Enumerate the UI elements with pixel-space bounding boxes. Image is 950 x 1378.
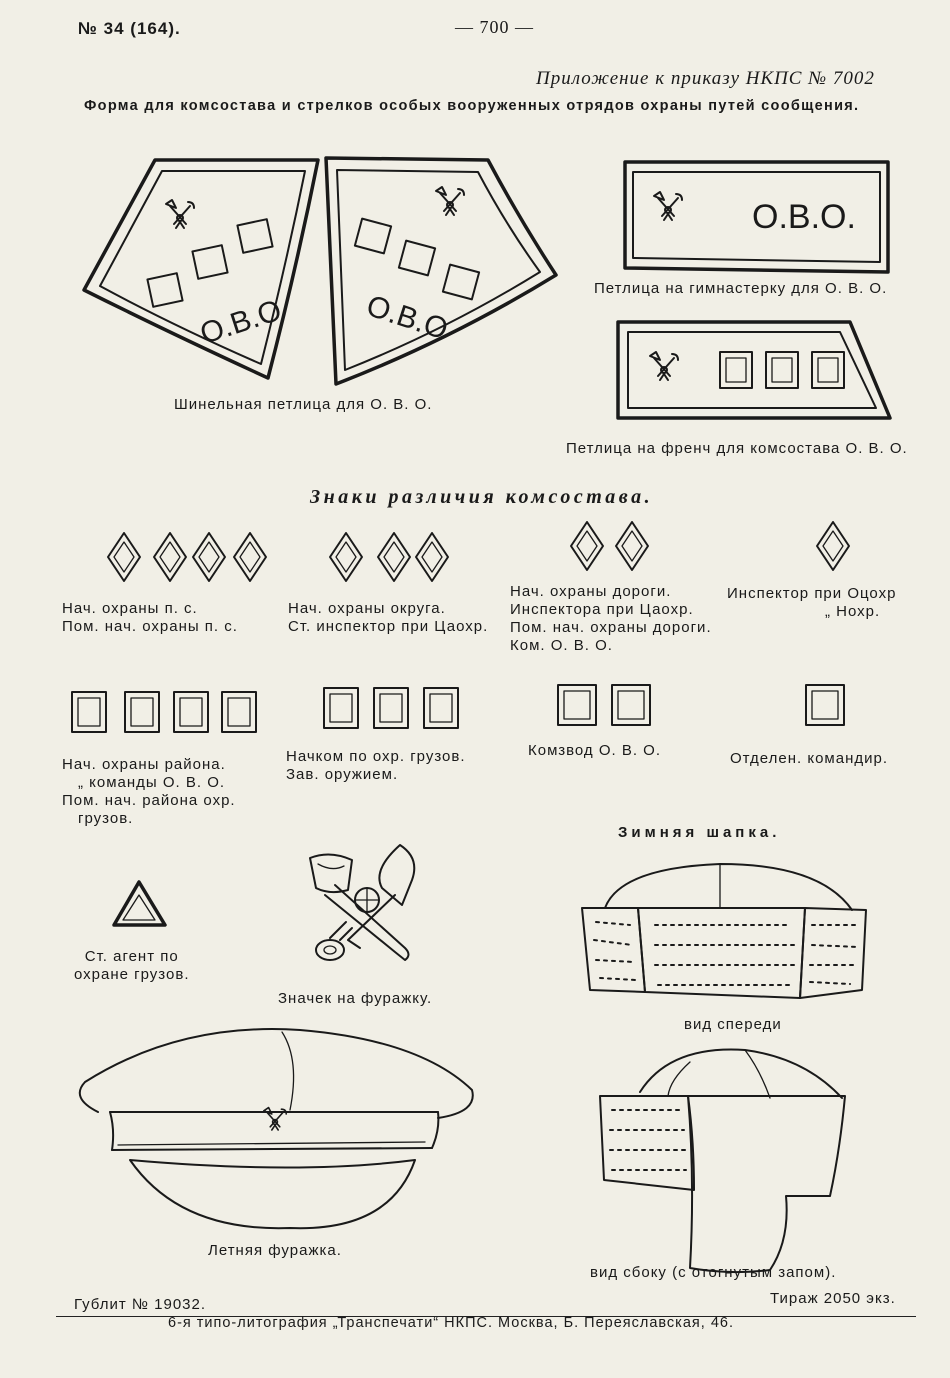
winter-hat-front	[582, 864, 866, 998]
insignia-caption-9: Ст. агент по охране грузов.	[74, 948, 190, 983]
greatcoat-tab-left	[84, 160, 318, 378]
appendix-reference: Приложение к приказу НКПС № 7002	[536, 68, 875, 89]
insignia-caption-8: Отделен. командир.	[730, 750, 889, 767]
ovo-text-gymnastyorka: О.В.О.	[752, 198, 856, 236]
ovo-text-right: О.В.О	[362, 289, 452, 347]
greatcoat-tab-caption: Шинельная петлица для О. В. О.	[174, 396, 433, 413]
insignia-triangle	[114, 882, 165, 925]
winter-hat-side-caption: вид сбоку (с отогнутым запом).	[590, 1264, 837, 1281]
gymnastyorka-tab-caption: Петлица на гимнастерку для О. В. О.	[594, 280, 888, 297]
circulation: Тираж 2050 экз.	[770, 1290, 896, 1307]
winter-hat-title: Зимняя шапка.	[618, 824, 781, 841]
gublit-number: Гублит № 19032.	[74, 1296, 207, 1313]
insignia-caption-5: Нач. охраны района. „ команды О. В. О. Пом. нач. района охр. грузов.	[62, 756, 236, 827]
page-title: Форма для комсостава и стрелков особых вооруженных отрядов охраны путей сообщения.	[84, 98, 860, 114]
insignia-caption-6: Начком по охр. грузов. Зав. оружием.	[286, 748, 466, 783]
cap-badge-illustration	[310, 845, 414, 960]
summer-cap	[80, 1029, 473, 1228]
summer-cap-caption: Летняя фуражка.	[208, 1242, 342, 1259]
insignia-diamonds	[108, 522, 849, 581]
insignia-squares	[72, 685, 844, 732]
page-number: — 700 —	[455, 17, 534, 37]
insignia-caption-1: Нач. охраны п. с. Пом. нач. охраны п. с.	[62, 600, 238, 635]
insignia-caption-2: Нач. охраны округа. Ст. инспектор при Цаохр.	[288, 600, 489, 635]
french-tab	[618, 322, 890, 418]
ovo-text-left: О.В.О	[196, 293, 286, 351]
gymnastyorka-tab	[625, 162, 888, 272]
insignia-caption-7: Комзвод О. В. О.	[528, 742, 662, 759]
insignia-caption-4: Инспектор при Оцохр „ Нохр.	[727, 585, 897, 620]
issue-number: № 34 (164).	[78, 19, 181, 38]
printer-line: 6-я типо-литография „Транспечати“ НКПС. Москва, Б. Переяславская, 46.	[168, 1315, 734, 1331]
insignia-section-title: Знаки различия комсостава.	[310, 486, 654, 508]
greatcoat-tab-right	[326, 158, 556, 384]
cap-badge-caption: Значек на фуражку.	[278, 990, 433, 1007]
insignia-caption-3: Нач. охраны дороги. Инспектора при Цаохр. Пом. нач. охраны дороги. Ком. О. В. О.	[510, 583, 712, 654]
winter-hat-side	[600, 1050, 845, 1273]
french-tab-caption: Петлица на френч для комсостава О. В. О.	[566, 440, 908, 457]
winter-hat-front-caption: вид спереди	[684, 1016, 782, 1033]
